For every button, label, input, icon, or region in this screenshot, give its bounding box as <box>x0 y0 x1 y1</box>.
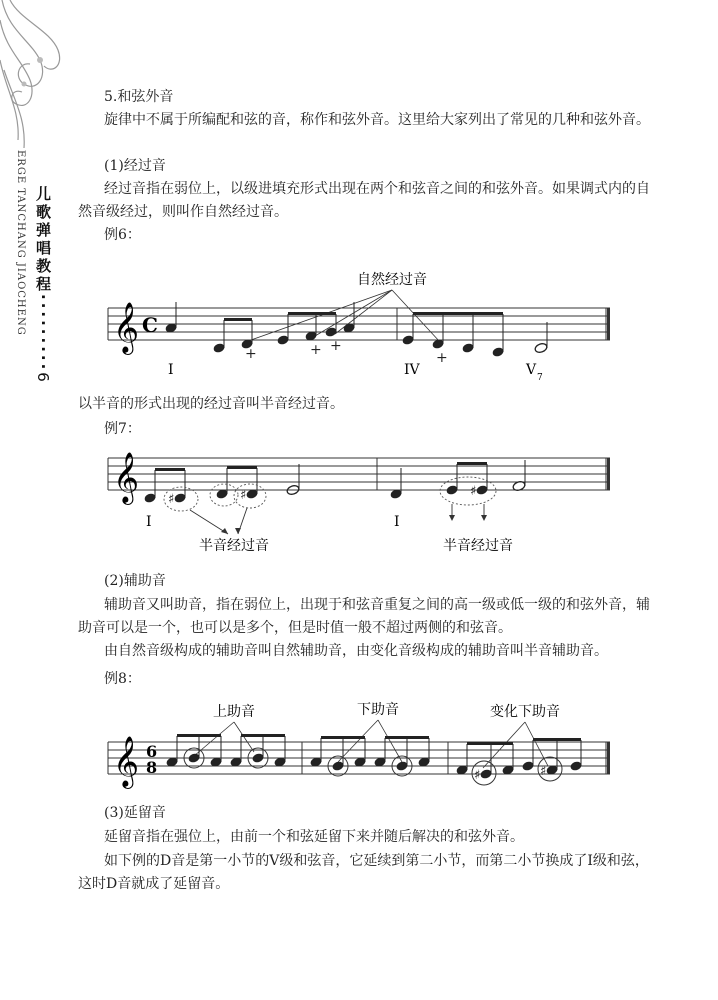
annotation-arrows <box>190 504 484 534</box>
chord-label-2: I <box>394 514 400 530</box>
passing-mark: + <box>330 338 342 354</box>
sharp-icon: ♯ <box>474 768 481 783</box>
chord-label-1: I <box>168 362 174 378</box>
semitone-passing-annotation: 半音经过音 <box>199 538 269 554</box>
chord-label-3: V <box>526 362 537 378</box>
sharp-icon: ♯ <box>168 492 175 507</box>
chord-label-1: I <box>146 514 152 530</box>
semitone-passing-annotation: 半音经过音 <box>443 538 513 554</box>
example-6-label: 例6： <box>104 227 141 243</box>
notes-measure-1 <box>165 302 355 353</box>
neighbor-tone-desc-2: 由自然音级构成的辅助音叫自然辅助音，由变化音级构成的辅助音叫半音辅助音。 <box>104 643 608 659</box>
time-signature-bottom: 8 <box>146 758 158 777</box>
lower-neighbor-annotation: 下助音 <box>357 702 399 718</box>
passing-tone-desc: 经过音指在弱位上，以级进填充形式出现在两个和弦音之间的和弦外音。如果调式内的自然音级经过，则叫作自然经过音。 <box>78 181 650 220</box>
natural-passing-tone-annotation: 自然经过音 <box>357 272 427 288</box>
passing-mark: + <box>436 350 448 366</box>
suspension-desc-2: 如下例的D音是第一小节的V级和弦音，它延续到第二小节，而第二小节换成了I级和弦，这时D音就成了延留音。 <box>78 853 649 892</box>
upper-neighbor-annotation: 上助音 <box>213 704 255 720</box>
passing-tone-heading: (1)经过音 <box>104 158 166 174</box>
suspension-heading: (3)延留音 <box>104 805 166 821</box>
spine-title-text: 儿歌弹唱教程 <box>34 186 52 294</box>
semitone-passing-desc: 以半音的形式出现的经过音叫半音经过音。 <box>78 396 344 412</box>
time-signature-top: 6 <box>146 742 158 761</box>
staff-lines <box>108 308 610 340</box>
neighbor-tone-desc: 辅助音又叫助音，指在弱位上，出现于和弦音重复之间的高一级或低一级的和弦外音，辅助音可以是一个，也可以是多个，但是时值一般不超过两侧的和弦音。 <box>78 597 650 636</box>
example-6-score <box>0 262 718 392</box>
neighbor-tone-heading: (2)辅助音 <box>104 573 166 589</box>
arrow-head-icon <box>481 515 487 521</box>
example-8-label: 例8： <box>104 671 141 687</box>
treble-clef-icon: 𝄞 <box>113 452 140 503</box>
section-intro: 旋律中不属于所编配和弦的音，称作和弦外音。这里给大家列出了常见的几种和弦外音。 <box>104 112 650 128</box>
sharp-icon: ♯ <box>470 484 477 499</box>
spine-english-title: ERGE TANCHANG JIAOCHENG <box>15 150 26 336</box>
section-title: 5.和弦外音 <box>104 89 174 105</box>
example-7-score <box>0 446 718 564</box>
passing-mark: + <box>310 342 322 358</box>
notes-measure-1 <box>144 464 300 507</box>
suspension-desc: 延留音指在强位上，由前一个和弦延留下来并随后解决的和弦外音。 <box>104 829 524 845</box>
notes-measure-3 <box>456 738 582 783</box>
chord-label-3-subscript: 7 <box>537 373 543 383</box>
sharp-icon: ♯ <box>540 764 547 779</box>
notes-measure-2 <box>402 312 548 357</box>
staff-lines <box>108 742 610 774</box>
chord-label-2: IV <box>404 362 420 378</box>
arrow-head-icon <box>449 515 455 521</box>
sharp-icon: ♯ <box>240 488 247 503</box>
example-7-label: 例7： <box>104 421 141 437</box>
staff-lines <box>108 458 610 490</box>
notes-measure-1 <box>166 734 286 767</box>
decorative-swirl <box>0 0 70 150</box>
example-8-score <box>0 700 718 800</box>
treble-clef-icon: 𝄞 <box>113 736 140 787</box>
spine-dots: ········· <box>34 294 52 373</box>
page-number: 6 <box>34 372 52 385</box>
arrow-head-icon <box>221 528 228 534</box>
arrow-head-icon <box>235 528 241 534</box>
time-signature: C <box>142 313 158 337</box>
treble-clef-icon: 𝄞 <box>113 302 140 353</box>
passing-mark: + <box>245 346 257 362</box>
chromatic-lower-neighbor-annotation: 变化下助音 <box>490 704 560 720</box>
